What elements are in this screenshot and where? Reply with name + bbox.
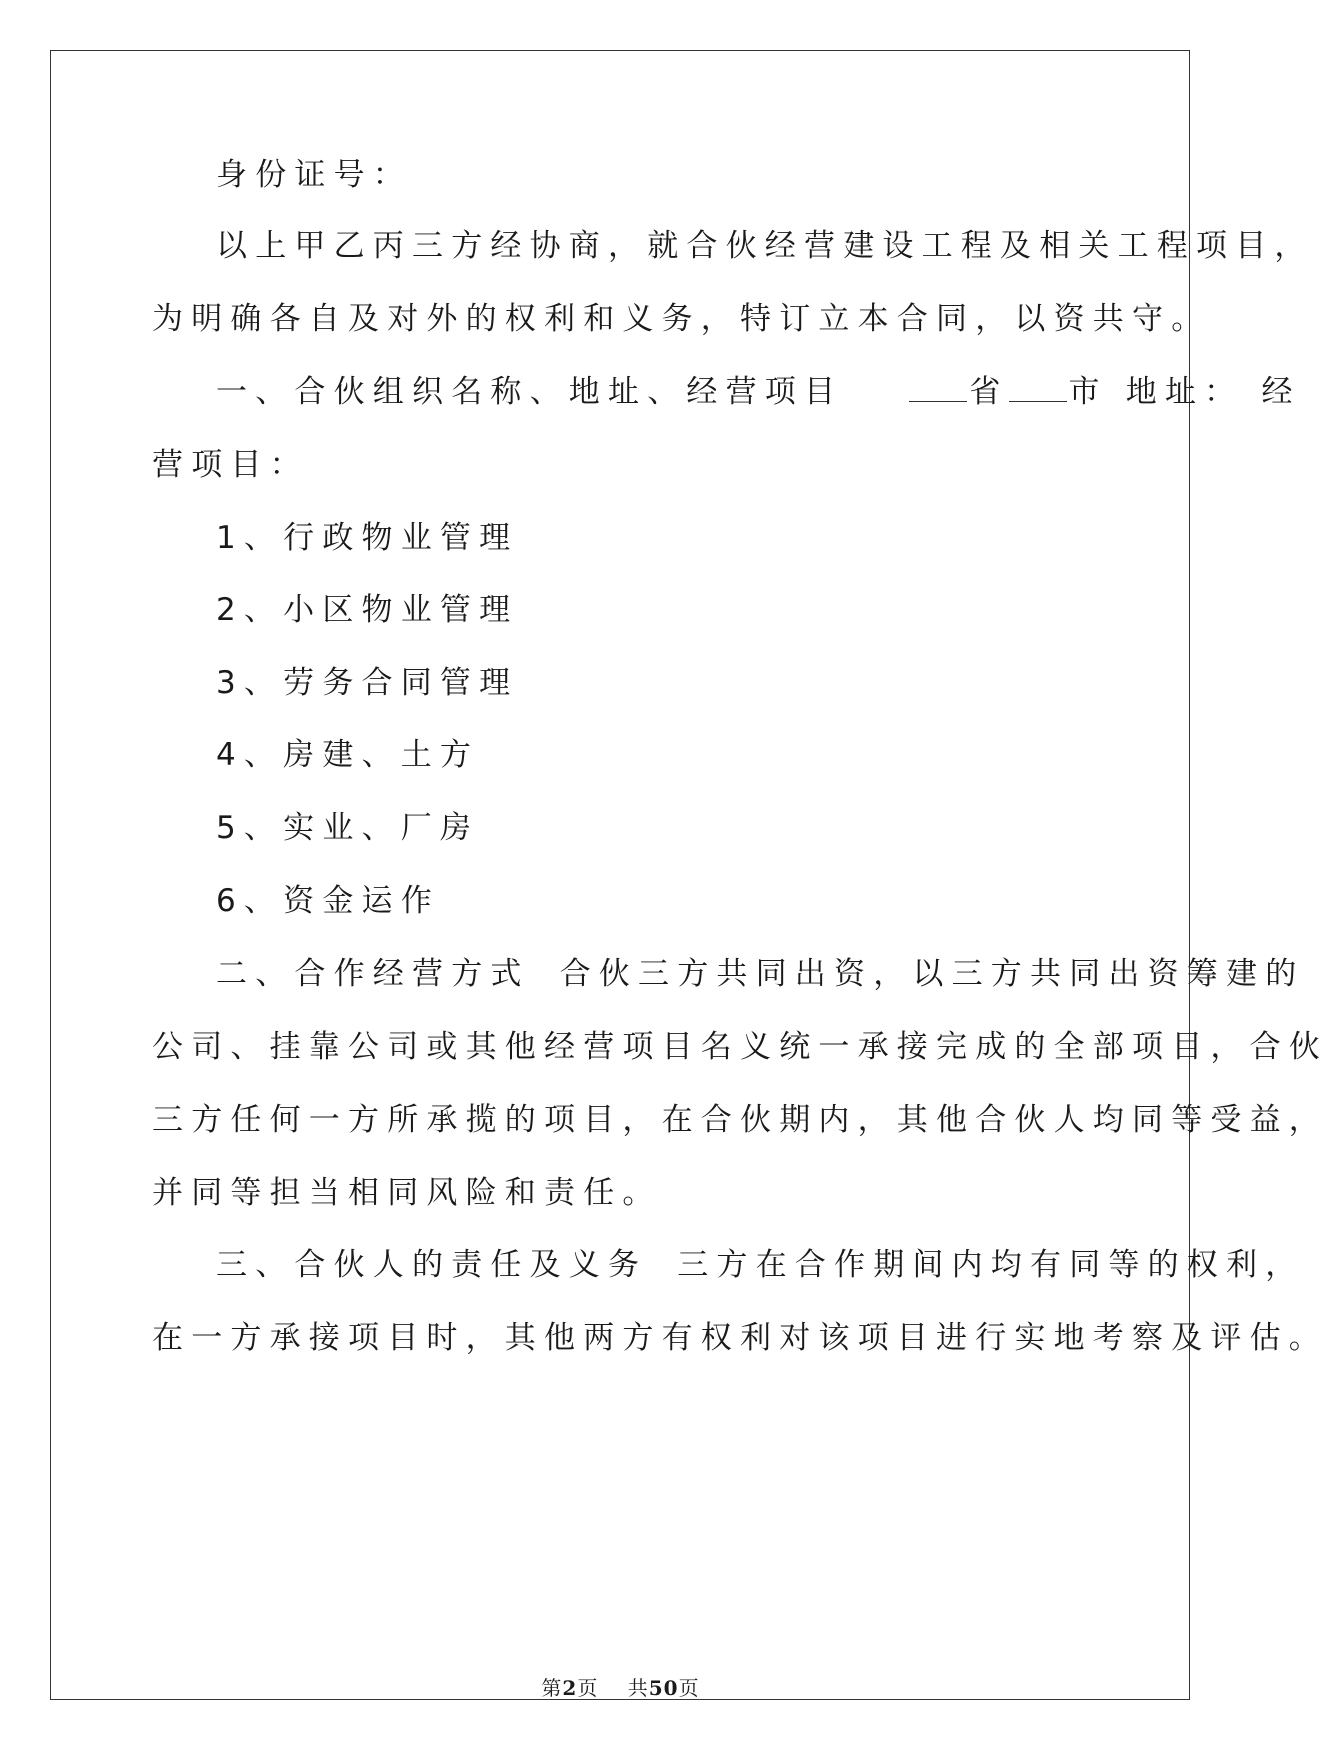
text-line-section-3 [216, 1245, 1304, 1285]
paragraph-text: 合伙三方共同出资，以三方共同出资筹建的 [559, 956, 1305, 992]
text-line-section-2-cont [152, 1100, 1328, 1140]
province-label: 省 [969, 374, 1009, 410]
text-line-section-3-cont [152, 1318, 1328, 1358]
blank-city [1009, 379, 1067, 402]
text-line-section-2 [216, 954, 1304, 994]
city-address-label: 市 地址： 经 [1068, 374, 1301, 410]
paragraph-text: 公司、挂靠公司或其他经营项目名义统一承接完成的全部项目，合伙 [152, 1029, 1328, 1065]
paragraph-text: 为明确各自及对外的权利和义务，特订立本合同，以资共守。 [152, 301, 1211, 337]
paragraph-text: 并同等担当相同风险和责任。 [152, 1175, 662, 1211]
list-item-text: 2、小区物业管理 [216, 592, 519, 628]
list-item [216, 808, 479, 848]
text-line-id-number [216, 155, 412, 195]
text-line-section-1-cont [152, 445, 309, 485]
list-item [216, 663, 518, 703]
text-line-section-2-cont [152, 1173, 662, 1213]
list-item [216, 881, 440, 921]
text-line-section-1 [216, 372, 1301, 412]
blank-province [909, 379, 967, 402]
section-heading: 三、合伙人的责任及义务 [216, 1247, 648, 1283]
paragraph-text: 三方任何一方所承揽的项目，在合伙期内，其他合伙人均同等受益， [152, 1102, 1328, 1138]
text-line-section-2-cont [152, 1027, 1328, 1067]
page-label-suffix: 页 [577, 1676, 599, 1700]
text-line-intro-1 [216, 226, 1314, 266]
paragraph-text: 三方在合作期间内均有同等的权利， [677, 1247, 1305, 1283]
paragraph-text: 营项目： [152, 447, 309, 483]
list-item-text: 3、劳务合同管理 [216, 665, 519, 701]
list-item-text: 6、资金运作 [216, 883, 440, 919]
total-pages: 50 [648, 1676, 679, 1700]
page-border [50, 50, 1190, 1700]
page-number: 2 [562, 1676, 578, 1700]
section-heading: 一、合伙组织名称、地址、经营项目 [216, 374, 844, 410]
list-item [216, 518, 518, 558]
paragraph-text: 以上甲乙丙三方经协商，就合伙经营建设工程及相关工程项目， [216, 228, 1314, 264]
page-label-prefix: 第 [541, 1676, 563, 1700]
paragraph-text: 身份证号： [216, 157, 412, 193]
page-footer [0, 1672, 1241, 1701]
list-item [216, 735, 479, 775]
list-item [216, 590, 518, 630]
total-label-prefix: 共 [627, 1676, 649, 1700]
total-label-suffix: 页 [678, 1676, 700, 1700]
list-item-text: 4、房建、土方 [216, 737, 480, 773]
section-heading: 二、合作经营方式 [216, 956, 530, 992]
list-item-text: 5、实业、厂房 [216, 810, 480, 846]
list-item-text: 1、行政物业管理 [216, 520, 519, 556]
paragraph-text: 在一方承接项目时，其他两方有权利对该项目进行实地考察及评估。 [152, 1320, 1328, 1356]
text-line-intro-2 [152, 299, 1210, 339]
